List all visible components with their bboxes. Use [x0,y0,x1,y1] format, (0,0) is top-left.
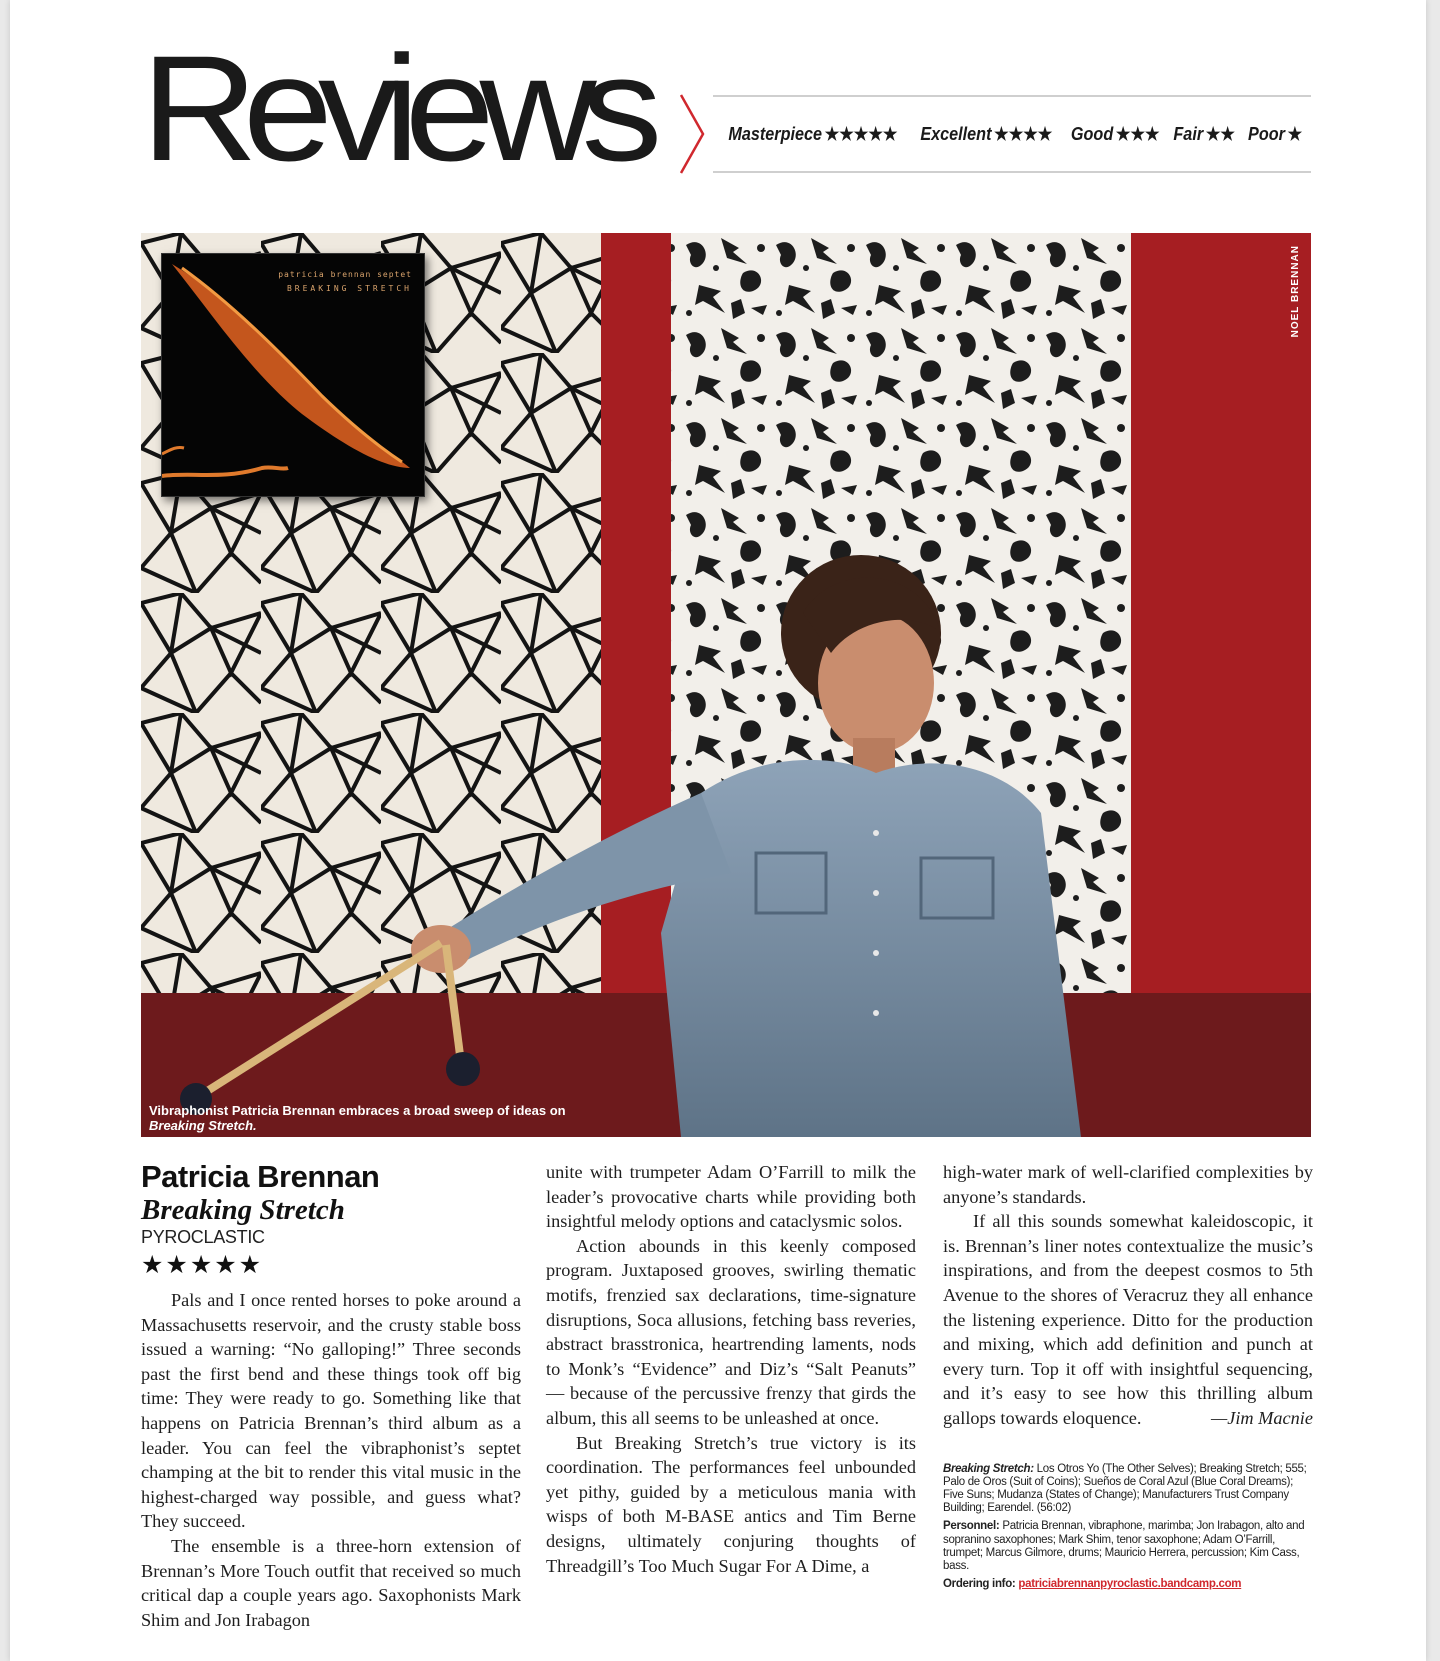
review-paragraph: high-water mark of well-clarified complexities by anyone’s standards. [943,1162,1313,1207]
chevron-right-icon [677,93,707,175]
photo-credit: NOEL BRENNAN [1290,245,1301,338]
review-paragraph: Action abounds in this keenly composed program. Juxtaposed grooves, swirling thematic motifs, frenzied sax declarations, time-signature disruptions, Soca allusions, fetching bass reveries, abstract brasstronica, heartrending laments, nods to Monk’s “Evidence” and Diz’s “Salt Peanuts” — because of the percussive frenzy that girds the album, this all seems to be unleashed at once. [546,1235,916,1428]
album-title: Breaking Stretch [141,1194,345,1226]
section-title: Reviews [141,24,648,192]
review-paragraph: But Breaking Stretch’s true victory is its coordination. The performances feel unbounded yet pithy, guided by a meticulous mania with wisps of both M-BASE antics and Tim Berne designs, ultimately conjuring thoughts of Threadgill’s Too Much Sugar For A Dime, a [546,1432,916,1576]
star-icon: ★★★ [1115,123,1160,144]
review-paragraph: unite with trumpeter Adam O’Farrill to milk the leader’s provocative charts while providing both insightful melody options and cataclysmic solos. [546,1162,916,1232]
reviewer-byline: —Jim Macnie [1210,1407,1313,1428]
review-paragraph: If all this sounds somewhat kaleidoscopic, it is. Brennan’s liner notes contextualize the music’s inspirations, and from the deepest cosmos to 5th Avenue to the shores of Veracruz they all enhance the listening experience. Ditto for the production and mixing, which add definition and punch at every turn. Top it off with insightful sequencing, and it’s easy to see how this thrilling album gallops towards eloquence. —Jim Macnie [943,1209,1313,1430]
star-icon: ★★★★ [994,123,1053,144]
legend-excellent: Excellent ★★★★ [920,123,1053,144]
rating-stars: ★★★★★ [141,1250,264,1279]
star-icon: ★ [1287,123,1302,144]
legend-masterpiece: Masterpiece ★★★★★ [728,123,898,144]
review-column-1 [141,1160,521,1632]
ordering-link[interactable]: patriciabrennanpyroclastic.bandcamp.com [1018,1578,1242,1591]
legend-good: Good ★★★ [1070,123,1160,144]
record-label: PYROCLASTIC [141,1227,265,1247]
magazine-page [10,0,1426,1661]
review-paragraph: The ensemble is a three-horn extension of Brennan’s More Touch outfit that received so much critical dap a couple years ago. Saxophonists Mark Shim and Jon Irabagon [141,1535,521,1630]
personnel-list: Personnel: Patricia Brennan, vibraphone, marimba; Jon Irabagon, alto and sopranino saxophones; Mark Shim, tenor saxophone; Adam O’Farrill, trumpet; Marcus Gilmore, drums; Mauricio Herrera, percussion; Kim Cass, bass. [943,1520,1305,1572]
rating-legend [713,95,1311,173]
ordering-info: Ordering info: patriciabrennanpyroclastic.bandcamp.com [943,1578,1242,1591]
star-icon: ★★ [1206,123,1236,144]
legend-poor: Poor ★ [1247,123,1302,144]
cover-title-text: BREAKING STRETCH [286,284,412,293]
star-icon: ★★★★★ [824,123,898,144]
caption-album-title: Breaking Stretch. [149,1118,257,1133]
review-paragraph: Pals and I once rented horses to poke around a Massachusetts reservoir, and the crusty stable boss issued a warning: “No galloping!” Three seconds past the first bend and these things took off big time: They were ready to go. Something like that happens on Patricia Brennan’s third album as a leader. You can feel the vibraphonist’s septet champing at the bit to render this vital music in the highest-charged way possible, and guess what? They succeed. [141,1290,521,1532]
album-info-box [943,1463,1313,1592]
reviews-header [141,24,1311,192]
review-column-3 [943,1160,1313,1596]
feature-photo [141,233,1311,1137]
cover-artist-text: patricia brennan septet [278,270,412,279]
review-column-2 [546,1160,916,1578]
photo-caption: Vibraphonist Patricia Brennan embraces a broad sweep of ideas on Breaking Stretch. [149,1103,566,1133]
album-cover [161,253,425,497]
track-list: Breaking Stretch: Los Otros Yo (The Other Selves); Breaking Stretch; 555; Palo de Oros (Suit of Coins); Sueños de Coral Azul (Blue Coral Dreams); Five Suns; Mudanza (States of Change); Manufacturers Trust Company Building; Earendel. (56:02) [943,1462,1307,1515]
legend-fair: Fair ★★ [1173,123,1236,144]
artist-name: Patricia Brennan [141,1159,380,1194]
